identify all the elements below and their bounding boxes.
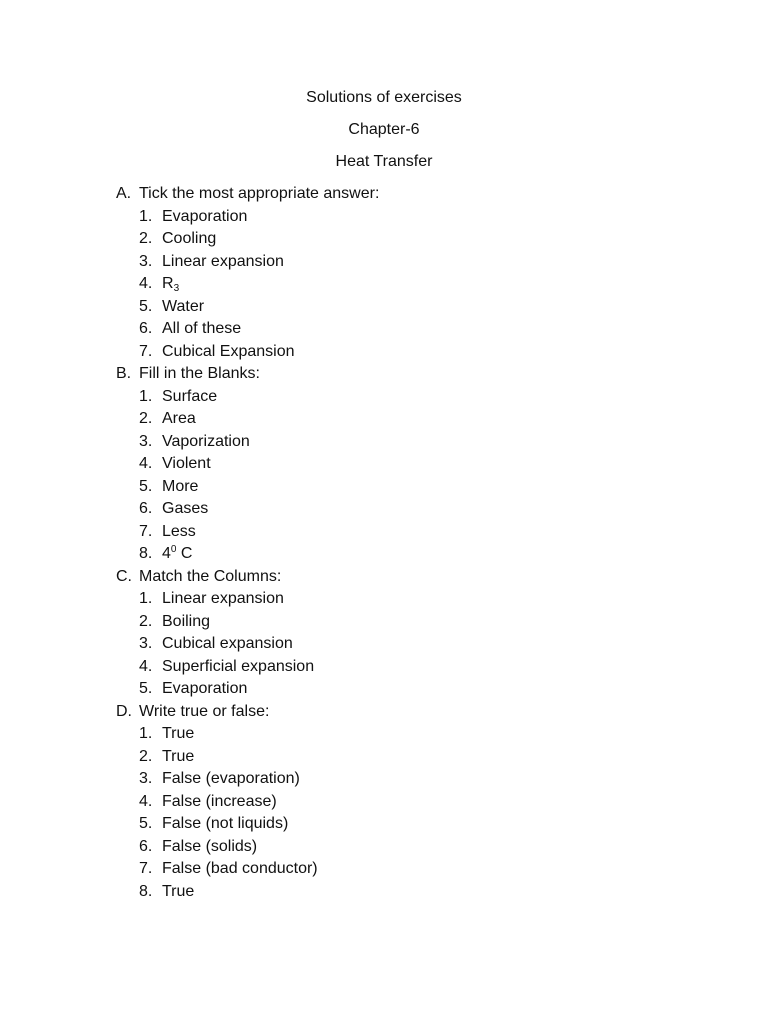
list-item-text: Superficial expansion [162,657,315,675]
list-item [116,881,676,904]
list-item-text: True [162,882,195,900]
list-item [116,791,676,814]
list-item [116,521,676,544]
section-title: Tick the most appropriate answer: [139,185,380,202]
list-item-number: 5. [139,297,153,315]
list-item [116,228,676,251]
list-item-text: Area [162,410,196,427]
list-item [116,408,676,431]
section-heading [116,566,676,589]
section-letter: B. [116,365,132,382]
list-item-number: 3. [139,635,153,652]
list-item [116,836,676,859]
list-item [116,341,676,364]
list-item [116,453,676,476]
section-letter: C. [116,567,132,585]
section-title: Match the Columns: [139,567,282,585]
list-item-number: 1. [139,387,153,405]
list-item [116,611,676,634]
section-title: Fill in the Blanks: [139,365,260,382]
list-item [116,498,676,521]
list-item [116,318,676,341]
list-item [116,746,676,769]
list-item [116,296,676,319]
list-item-text: Cooling [162,230,217,247]
list-item-number: 3. [139,770,153,787]
list-item [116,386,676,409]
list-item-number: 1. [139,725,153,742]
list-item-text: Evaporation [162,680,248,697]
list-item-text: All of these [162,320,242,337]
list-item [116,588,676,611]
list-item [116,858,676,881]
list-item-text: Surface [162,387,218,405]
section-heading [116,363,676,386]
list-item-text: R [162,275,174,292]
list-item-number: 7. [139,522,153,540]
list-item [116,273,676,296]
answer-sections [116,183,676,903]
list-item-number: 3. [139,252,153,270]
list-item-number: 2. [139,230,153,247]
list-item-text: Less [162,522,196,540]
list-item-number: 5. [139,477,153,495]
list-item-text: Boiling [162,612,211,630]
section-title: Write true or false: [139,702,270,720]
list-item [116,431,676,454]
list-item-number: 7. [139,860,153,877]
list-item-text: False (bad conductor) [162,860,318,877]
list-item-text: Water [162,297,205,315]
list-item-text: More [162,477,199,495]
list-item [116,813,676,836]
unit-suffix: C [176,545,193,562]
list-item-number: 2. [139,747,153,765]
list-item-number: 4. [139,275,153,292]
list-item-number: 1. [139,207,153,225]
chapter-number: Chapter-6 [348,121,420,138]
list-item-number: 7. [139,342,153,360]
list-item-number: 3. [139,432,153,450]
section-letter: A. [116,185,132,202]
list-item [116,656,676,679]
list-item-text: 4 [162,545,171,562]
chapter-title: Heat Transfer [335,153,433,170]
list-item-number: 4. [139,455,153,472]
document-title: Solutions of exercises [306,89,462,106]
list-item-number: 2. [139,612,153,630]
list-item [116,723,676,746]
list-item-text: Cubical Expansion [162,342,295,360]
list-item-text: Gases [162,500,209,517]
list-item-text: Evaporation [162,207,248,225]
section-letter: D. [116,702,132,720]
list-item-text: True [162,725,195,742]
list-item [116,678,676,701]
list-item-number: 8. [139,545,153,562]
list-item-number: 6. [139,320,153,337]
list-item-text: True [162,747,195,765]
list-item-number: 2. [139,410,153,427]
list-item [116,633,676,656]
list-item-text: Linear expansion [162,590,284,607]
list-item-text: Cubical expansion [162,635,293,652]
list-item-number: 1. [139,590,153,607]
subscript: 3 [173,283,180,294]
list-item-text: False (not liquids) [162,815,289,832]
superscript: 0 [170,544,177,555]
section-heading [116,183,676,206]
list-item-text: Violent [162,455,211,472]
list-item-number: 4. [139,792,153,810]
list-item-number: 6. [139,837,153,855]
list-item-text: Vaporization [162,432,250,450]
list-item [116,251,676,274]
list-item-number: 4. [139,657,153,675]
list-item-number: 8. [139,882,153,900]
list-item [116,476,676,499]
list-item-number: 5. [139,680,153,697]
list-item [116,768,676,791]
section-heading [116,701,676,724]
list-item [116,206,676,229]
list-item-text: Linear expansion [162,252,284,270]
list-item-text: False (solids) [162,837,258,855]
list-item [116,543,676,566]
list-item-number: 5. [139,815,153,832]
list-item-text: False (evaporation) [162,770,300,787]
list-item-text: False (increase) [162,792,277,810]
list-item-number: 6. [139,500,153,517]
